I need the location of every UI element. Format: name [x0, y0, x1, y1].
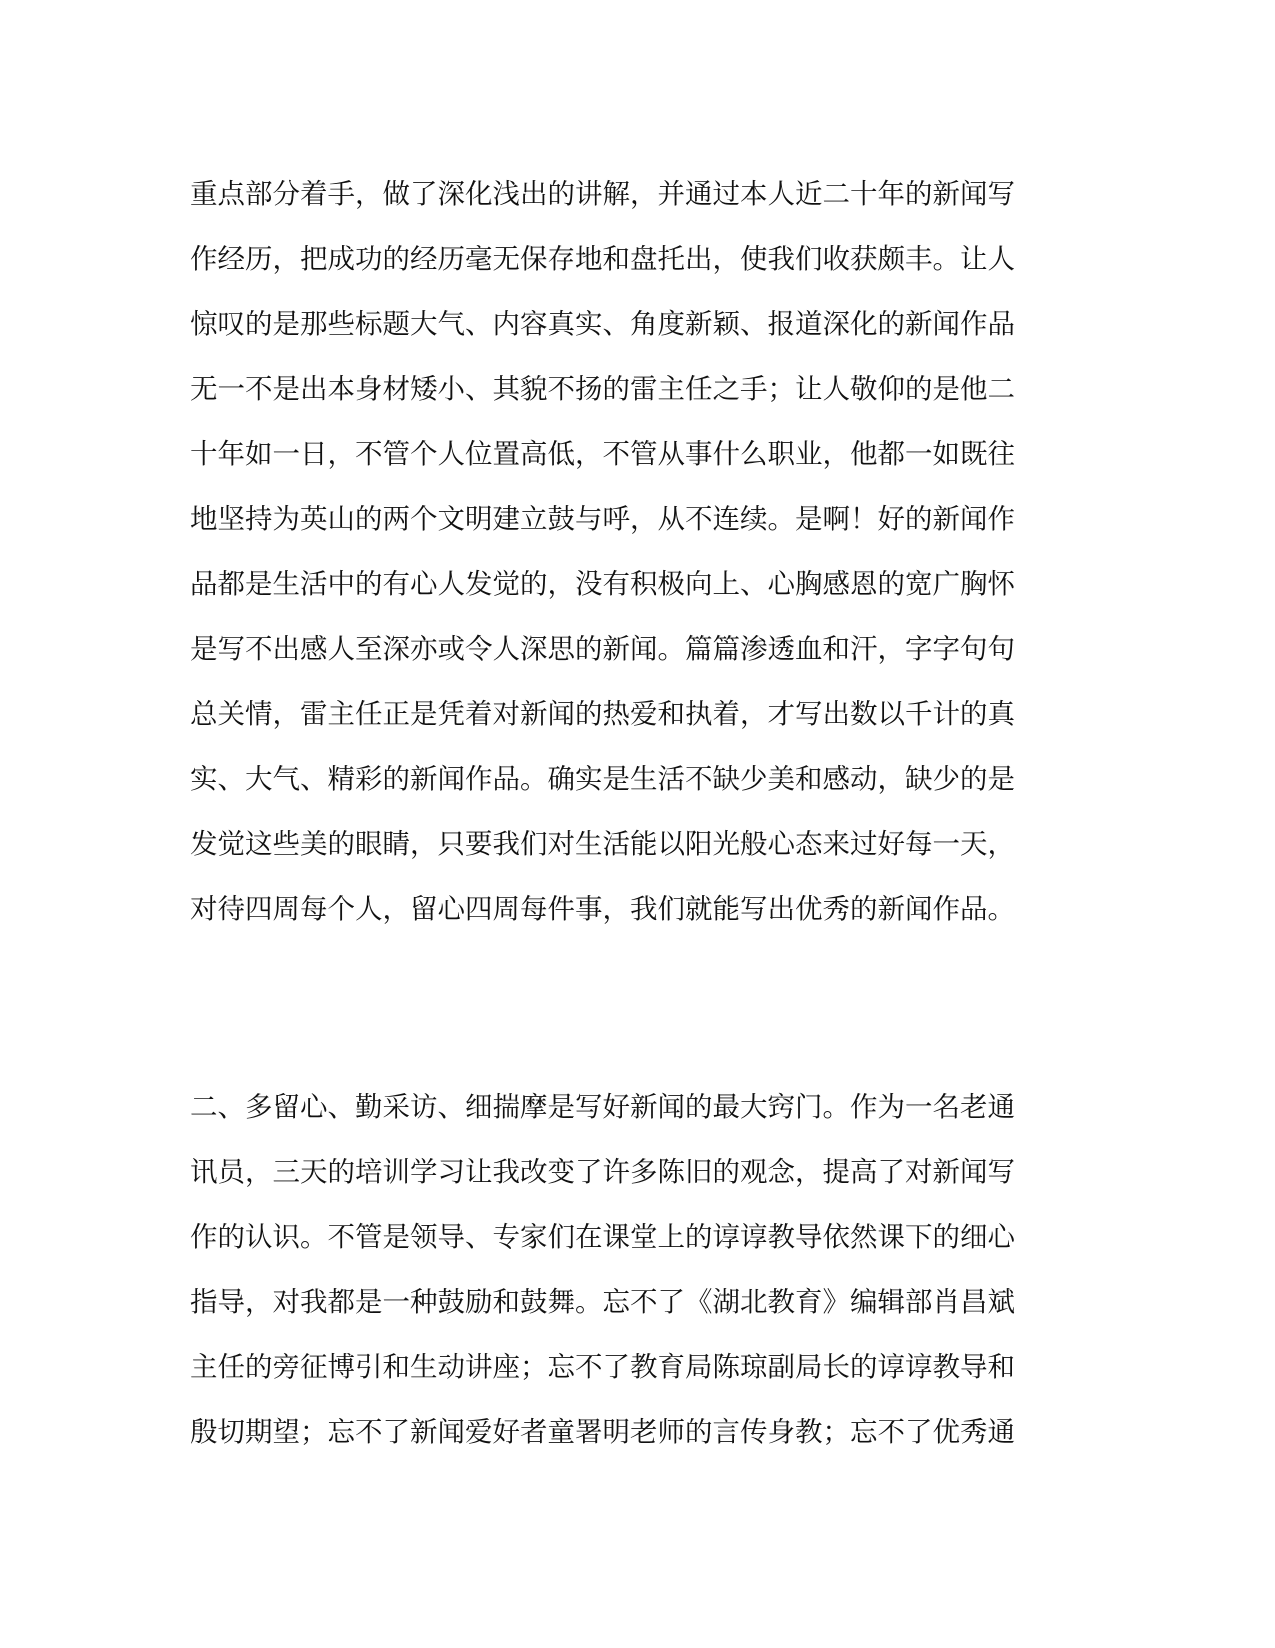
- text-line: 是写不出感人至深亦或令人深思的新闻。篇篇渗透血和汗，字字句句: [190, 633, 1015, 665]
- text-line: 主任的旁征博引和生动讲座；忘不了教育局陈琼副局长的谆谆教导和: [190, 1351, 1015, 1383]
- text-line: 对待四周每个人，留心四周每件事，我们就能写出优秀的新闻作品。: [190, 893, 1015, 925]
- body-paragraph-1: [190, 168, 1070, 948]
- text-line: 殷切期望；忘不了新闻爱好者童署明老师的言传身教；忘不了优秀通: [190, 1416, 1015, 1448]
- text-line: 重点部分着手，做了深化浅出的讲解，并通过本人近二十年的新闻写: [190, 178, 1015, 210]
- text-line: 作经历，把成功的经历毫无保存地和盘托出，使我们收获颇丰。让人: [190, 243, 1015, 275]
- text-line: 作的认识。不管是领导、专家们在课堂上的谆谆教导依然课下的细心: [190, 1221, 1015, 1253]
- text-line: 二、多留心、勤采访、细揣摩是写好新闻的最大窍门。作为一名老通: [190, 1091, 1015, 1123]
- text-line: 无一不是出本身材矮小、其貌不扬的雷主任之手；让人敬仰的是他二: [190, 373, 1015, 405]
- text-line: 发觉这些美的眼睛，只要我们对生活能以阳光般心态来过好每一天，: [190, 828, 1015, 860]
- text-line: 总关情，雷主任正是凭着对新闻的热爱和执着，才写出数以千计的真: [190, 698, 1015, 730]
- text-line: 惊叹的是那些标题大气、内容真实、角度新颖、报道深化的新闻作品: [190, 308, 1015, 340]
- text-line: 十年如一日，不管个人位置高低，不管从事什么职业，他都一如既往: [190, 438, 1015, 470]
- text-line: 品都是生活中的有心人发觉的，没有积极向上、心胸感恩的宽广胸怀: [190, 568, 1015, 600]
- body-paragraph-2: [190, 1081, 1070, 1471]
- text-line: 指导，对我都是一种鼓励和鼓舞。忘不了《湖北教育》编辑部肖昌斌: [190, 1286, 1015, 1318]
- text-line: 地坚持为英山的两个文明建立鼓与呼，从不连续。是啊！好的新闻作: [190, 503, 1015, 535]
- text-line: 实、大气、精彩的新闻作品。确实是生活不缺少美和感动，缺少的是: [190, 763, 1015, 795]
- text-line: 讯员，三天的培训学习让我改变了许多陈旧的观念，提高了对新闻写: [190, 1156, 1015, 1188]
